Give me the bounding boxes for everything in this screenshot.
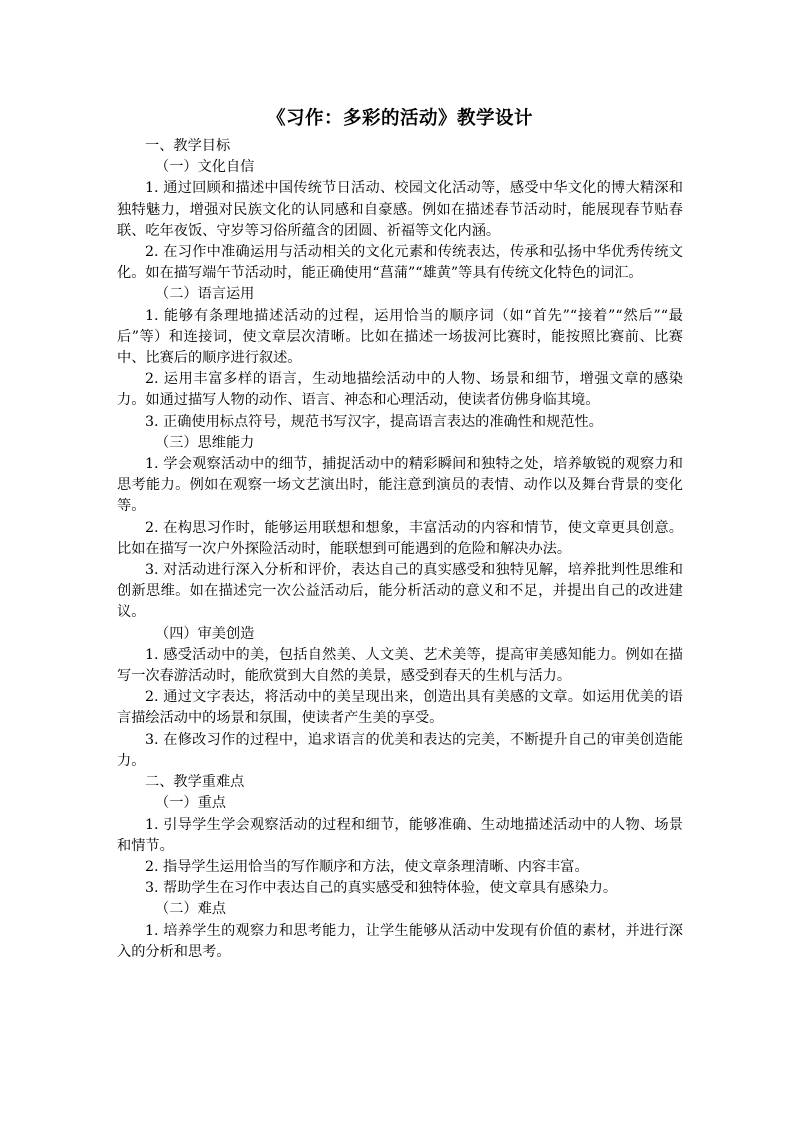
section-heading: 一、教学目标	[145, 138, 231, 154]
subsection-heading: （一）文化自信	[155, 159, 255, 176]
subsection-heading: （二）语言运用	[155, 286, 255, 303]
paragraph: 1. 通过回顾和描述中国传统节日活动、校园文化活动等，感受中华文化的博大精深和独特魅力，增强对民族文化的认同感和自豪感。例如在描述春节活动时，能展现春节贴春联、吃年夜饭、守岁等习俗所蕴含的团圆、祈福等文化内涵。	[117, 180, 683, 239]
document-blocks	[117, 136, 683, 963]
document-body	[117, 107, 683, 963]
document-title: 《习作：多彩的活动》教学设计	[266, 108, 533, 129]
subsection-heading: （四）审美创造	[155, 625, 255, 642]
paragraph: 2. 运用丰富多样的语言，生动地描绘活动中的人物、场景和细节，增强文章的感染力。如通过描写人物的动作、语言、神态和心理活动，使读者仿佛身临其境。	[117, 371, 683, 409]
subsection-heading: （一）重点	[155, 795, 226, 812]
paragraph: 2. 通过文字表达，将活动中的美呈现出来，创造出具有美感的文章。如运用优美的语言描绘活动中的场景和氛围，使读者产生美的享受。	[117, 689, 683, 727]
paragraph: 1. 引导学生学会观察活动的过程和细节，能够准确、生动地描述活动中的人物、场景和情节。	[117, 816, 683, 854]
paragraph: 3. 正确使用标点符号，规范书写汉字，提高语言表达的准确性和规范性。	[145, 413, 603, 430]
paragraph: 1. 感受活动中的美，包括自然美、人文美、艺术美等，提高审美感知能力。例如在描写一次春游活动时，能欣赏到大自然的美景，感受到春天的生机与活力。	[117, 646, 683, 685]
paragraph: 2. 指导学生运用恰当的写作顺序和方法，使文章条理清晰、内容丰富。	[145, 858, 589, 875]
subsection-heading: （三）思维能力	[155, 434, 255, 451]
paragraph: 3. 对活动进行深入分析和评价，表达自己的真实感受和独特见解，培养批判性思维和创新思维。如在描述完一次公益活动后，能分析活动的意义和不足，并提出自己的改进建议。	[117, 562, 683, 621]
paragraph: 3. 在修改习作的过程中，追求语言的优美和表达的完美，不断提升自己的审美创造能力。	[117, 731, 683, 769]
paragraph: 2. 在构思习作时，能够运用联想和想象，丰富活动的内容和情节，使文章更具创意。比如在描写一次户外探险活动时，能联想到可能遇到的危险和解决办法。	[117, 519, 683, 557]
paragraph: 1. 学会观察活动中的细节，捕捉活动中的精彩瞬间和独特之处，培养敏锐的观察力和思考能力。例如在观察一场文艺演出时，能注意到演员的表情、动作以及舞台背景的变化等。	[117, 456, 683, 515]
section-heading: 二、教学重难点	[145, 774, 245, 791]
paragraph: 1. 能够有条理地描述活动的过程，运用恰当的顺序词（如“首先”“接着”“然后”“最后”等）和连接词，使文章层次清晰。比如在描述一场拔河比赛时，能按照比赛前、比赛中、比赛后的顺序进行叙述。	[117, 307, 683, 367]
paragraph: 1. 培养学生的观察力和思考能力，让学生能够从活动中发现有价值的素材，并进行深入的分析和思考。	[117, 922, 683, 960]
subsection-heading: （二）难点	[155, 901, 226, 918]
paragraph: 3. 帮助学生在习作中表达自己的真实感受和独特体验，使文章具有感染力。	[145, 880, 618, 897]
paragraph: 2. 在习作中准确运用与活动相关的文化元素和传统表达，传承和弘扬中华优秀传统文化。如在描写端午节活动时，能正确使用“菖蒲”“雄黄”等具有传统文化特色的词汇。	[117, 244, 683, 282]
